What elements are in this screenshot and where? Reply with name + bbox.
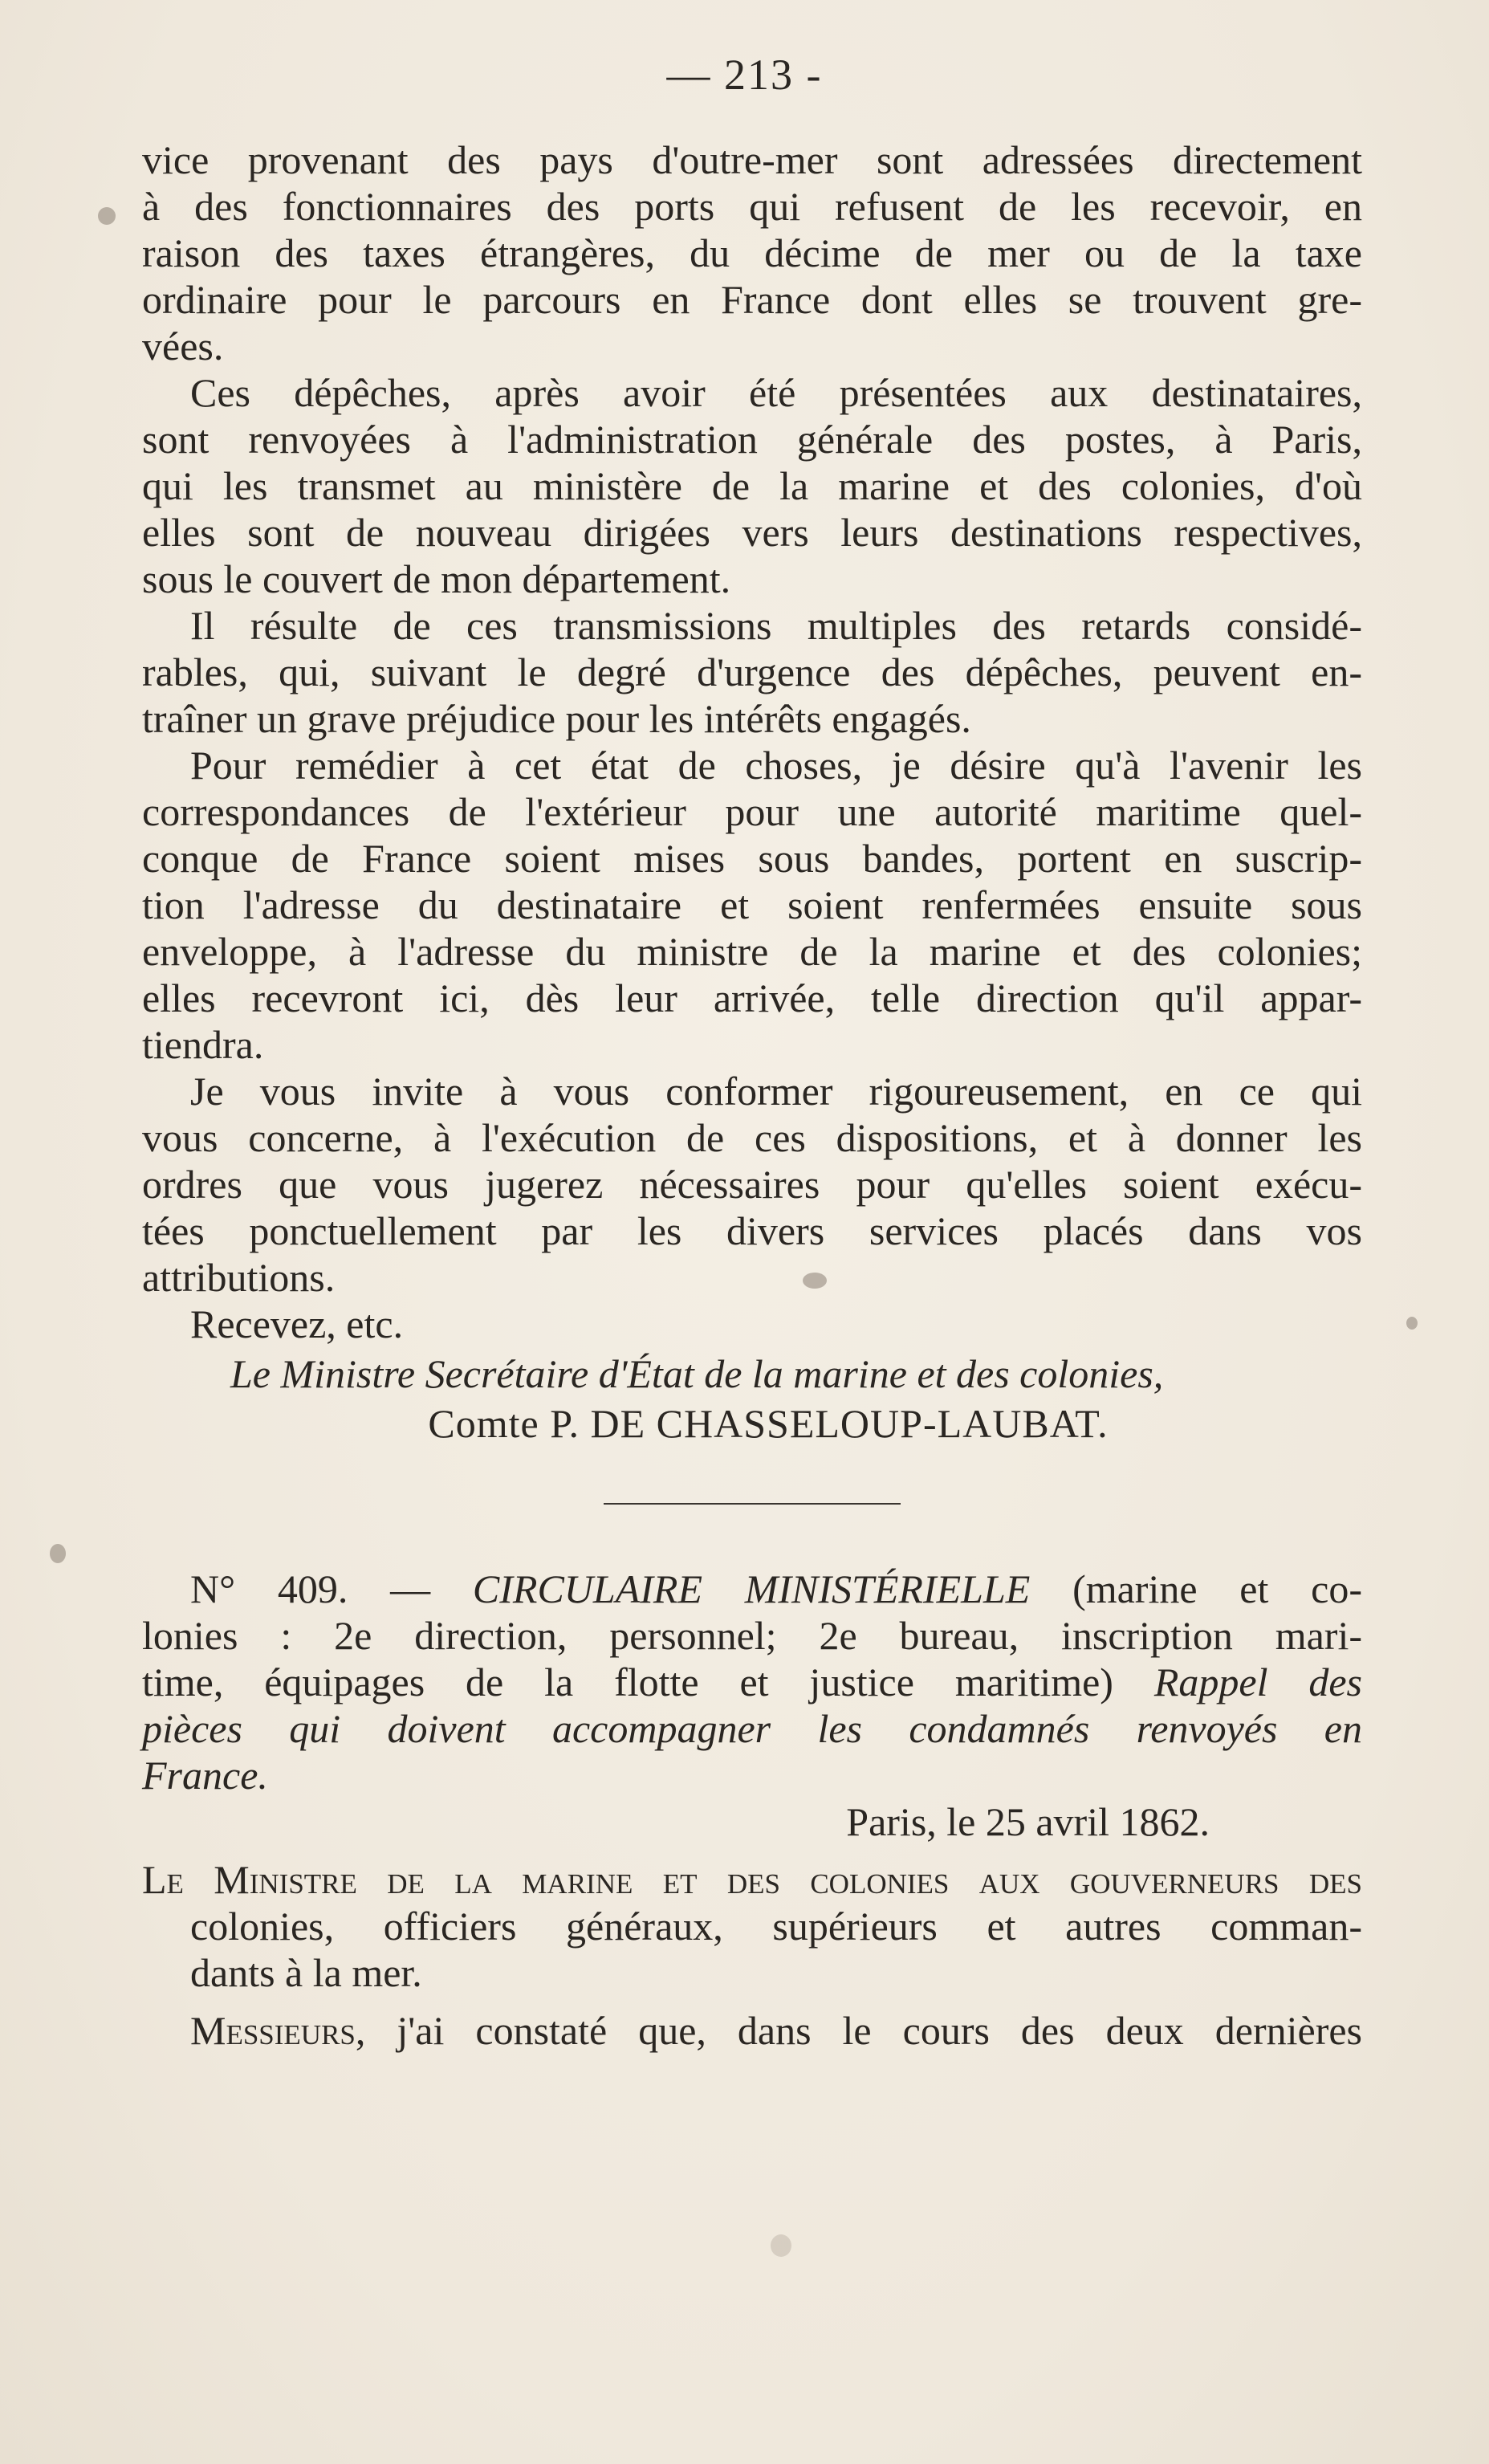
closing-text: Recevez, etc.: [190, 1301, 404, 1346]
circular-details-line: lonies : 2e direction, personnel; 2e bureau, inscription mari-: [142, 1613, 1362, 1658]
text-line: qui les transmet au ministère de la marine et des colonies, d'où: [142, 463, 1362, 508]
text-line: ordres que vous jugerez nécessaires pour qu'elles soient exécu-: [142, 1162, 1362, 1207]
salutation: Messieurs: [190, 2008, 356, 2053]
paper-speck: [50, 1544, 66, 1563]
paragraph-3: [142, 602, 1362, 742]
text-line: enveloppe, à l'adresse du ministre de la marine et des colonies;: [142, 929, 1362, 974]
paper-speck: [1406, 1317, 1418, 1330]
circular-header-line-3: [142, 1659, 1362, 1705]
text-line: conque de France soient mises sous bandes, portent en suscrip-: [142, 836, 1362, 881]
text-line: Pour remédier à cet état de choses, je désire qu'à l'avenir les: [190, 743, 1362, 788]
circular-number: N° 409. —: [190, 1566, 431, 1611]
text-line: raison des taxes étrangères, du décime de mer ou de la taxe: [142, 230, 1362, 275]
spacer: [142, 1845, 1362, 1856]
text-line: sous le couvert de mon département.: [142, 556, 731, 601]
text-line: vées.: [142, 324, 224, 369]
text-line: à des fonctionnaires des ports qui refusent de les recevoir, en: [142, 184, 1362, 229]
text-line: rables, qui, suivant le degré d'urgence des dépêches, peuvent en-: [142, 650, 1362, 694]
signature-title: Le Ministre Secrétaire d'État de la marine et des colonies,: [230, 1351, 1164, 1396]
section-divider: [604, 1503, 901, 1505]
text-line: correspondances de l'extérieur pour une autorité maritime quel-: [142, 789, 1362, 834]
text-line: Je vous invite à vous conformer rigoureusement, en ce qui: [190, 1069, 1362, 1114]
spacer: [142, 1996, 1362, 2007]
circular-date: Paris, le 25 avril 1862.: [846, 1799, 1210, 1844]
address-block: [142, 1856, 1362, 1996]
text-line: sont renvoyées à l'administration générale des postes, à Paris,: [142, 417, 1362, 462]
circular-subject-start: Rappel des: [1153, 1660, 1362, 1704]
address-line: Le Ministre de la marine et des colonies aux gouverneurs des: [142, 1857, 1362, 1902]
closing: [142, 1301, 1362, 1347]
text-line: tées ponctuellement par les divers services placés dans vos: [142, 1208, 1362, 1253]
text-line: ordinaire pour le parcours en France dont elles se trouvent gre-: [142, 277, 1362, 322]
circular-header: [142, 1566, 1362, 1798]
circular-subject-end: France.: [142, 1753, 268, 1798]
text-line: elles sont de nouveau dirigées vers leurs destinations respectives,: [142, 510, 1362, 555]
text-line: tion l'adresse du destinataire et soient renfermées ensuite sous: [142, 882, 1362, 927]
opening-paragraph: [142, 2007, 1362, 2054]
circular-header-line-1: [142, 1566, 1362, 1612]
circular-details-end: time, équipages de la flotte et justice maritime): [142, 1660, 1113, 1704]
opening-text: , j'ai constaté que, dans le cours des deux dernières: [355, 2008, 1362, 2053]
text-line: vice provenant des pays d'outre-mer sont adressées directement: [142, 137, 1362, 182]
text-line: tiendra.: [142, 1022, 264, 1067]
text-line: attributions.: [142, 1255, 336, 1300]
text-line: Il résulte de ces transmissions multiples des retards considé-: [190, 603, 1362, 648]
circular-subject-line: pièces qui doivent accompagner les condamnés renvoyés en: [142, 1706, 1362, 1751]
circular-heading: CIRCULAIRE MINISTÉRIELLE: [472, 1566, 1031, 1611]
signature-name: Comte P. DE CHASSELOUP-LAUBAT.: [428, 1401, 1109, 1446]
paragraph-4: [142, 742, 1362, 1068]
circular-details-start: (marine et co-: [1072, 1566, 1362, 1611]
text-line: Ces dépêches, après avoir été présentées aux destinataires,: [190, 370, 1362, 415]
text-line: vous concerne, à l'exécution de ces dispositions, et à donner les: [142, 1115, 1362, 1160]
text-line: traîner un grave préjudice pour les intérêts engagés.: [142, 696, 971, 741]
document-body: [142, 136, 1362, 2054]
opening-line: [142, 2007, 1362, 2054]
paragraph-5: [142, 1068, 1362, 1301]
paper-speck: [771, 2234, 791, 2257]
address-line: colonies, officiers généraux, supérieurs et autres comman-: [190, 1904, 1362, 1949]
page-number: — 213 -: [666, 51, 823, 99]
paragraph-1: [142, 136, 1362, 369]
address-line: dants à la mer.: [190, 1950, 422, 1995]
paper-speck: [98, 207, 116, 225]
paragraph-2: [142, 369, 1362, 602]
text-line: elles recevront ici, dès leur arrivée, telle direction qu'il appar-: [142, 975, 1362, 1020]
